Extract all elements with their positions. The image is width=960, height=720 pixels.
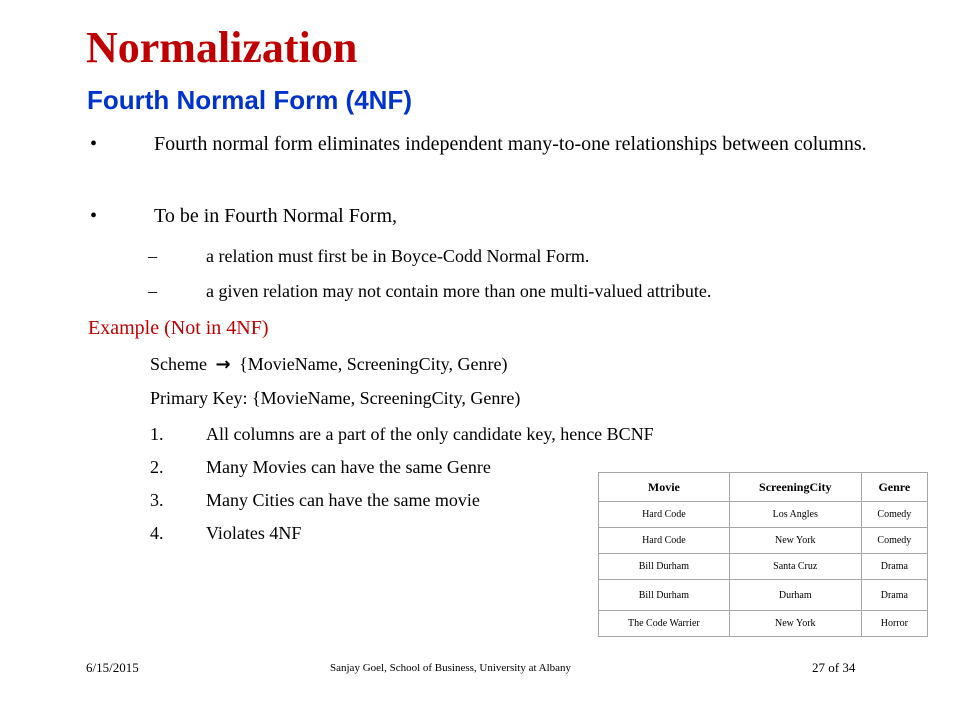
- column-header-movie: Movie: [599, 473, 730, 502]
- primary-key-line: Primary Key: {MovieName, ScreeningCity, Genre): [150, 388, 521, 408]
- table-cell: Los Angles: [729, 502, 861, 528]
- table-cell: The Code Warrier: [599, 611, 730, 637]
- item-text: Violates 4NF: [206, 523, 302, 543]
- table-cell: Bill Durham: [599, 580, 730, 611]
- item-text: All columns are a part of the only candidate key, hence BCNF: [206, 424, 654, 444]
- table-cell: Comedy: [861, 502, 927, 528]
- item-number: 3.: [150, 490, 164, 510]
- table-cell: Hard Code: [599, 502, 730, 528]
- bullet-marker: •: [90, 205, 98, 227]
- footer-date: 6/15/2015: [86, 660, 139, 675]
- arrow-right-icon: →: [215, 354, 231, 375]
- table-cell: Durham: [729, 580, 861, 611]
- sub-item-text: a relation must first be in Boyce-Codd Normal Form.: [206, 246, 590, 266]
- column-header-genre: Genre: [861, 473, 927, 502]
- table-header-row: [599, 473, 928, 502]
- scheme-value: {MovieName, ScreeningCity, Genre): [239, 354, 508, 374]
- bullet-text: To be in Fourth Normal Form,: [154, 205, 398, 227]
- column-header-screeningcity: ScreeningCity: [729, 473, 861, 502]
- scheme-line: [150, 352, 507, 377]
- footer-page-number: 27 of 34: [812, 660, 856, 675]
- table-row: [599, 580, 928, 611]
- scheme-label: Scheme: [150, 354, 207, 374]
- table-cell: Hard Code: [599, 528, 730, 554]
- table-cell: Horror: [861, 611, 927, 637]
- table-row: [599, 502, 928, 528]
- footer-author: Sanjay Goel, School of Business, University at Albany: [330, 662, 572, 674]
- item-text: Many Cities can have the same movie: [206, 490, 480, 510]
- dash-marker: –: [148, 281, 157, 301]
- table-cell: New York: [729, 528, 861, 554]
- table-cell: Santa Cruz: [729, 554, 861, 580]
- bullet-text: Fourth normal form eliminates independent many-to-one relationships between columns.: [154, 133, 867, 155]
- table-cell: Comedy: [861, 528, 927, 554]
- dash-marker: –: [148, 246, 157, 266]
- table-cell: New York: [729, 611, 861, 637]
- table-row: [599, 611, 928, 637]
- item-number: 1.: [150, 424, 164, 444]
- table-cell: Bill Durham: [599, 554, 730, 580]
- item-number: 4.: [150, 523, 164, 543]
- example-heading: Example (Not in 4NF): [88, 317, 269, 339]
- page-title: Normalization: [86, 23, 358, 72]
- page-subtitle: Fourth Normal Form (4NF): [87, 85, 412, 115]
- movie-table: [598, 472, 928, 637]
- item-number: 2.: [150, 457, 164, 477]
- item-text: Many Movies can have the same Genre: [206, 457, 491, 477]
- bullet-marker: •: [90, 133, 98, 155]
- table-row: [599, 528, 928, 554]
- sub-item-text: a given relation may not contain more than one multi-valued attribute.: [206, 281, 712, 301]
- table-cell: Drama: [861, 580, 927, 611]
- table-cell: Drama: [861, 554, 927, 580]
- table-row: [599, 554, 928, 580]
